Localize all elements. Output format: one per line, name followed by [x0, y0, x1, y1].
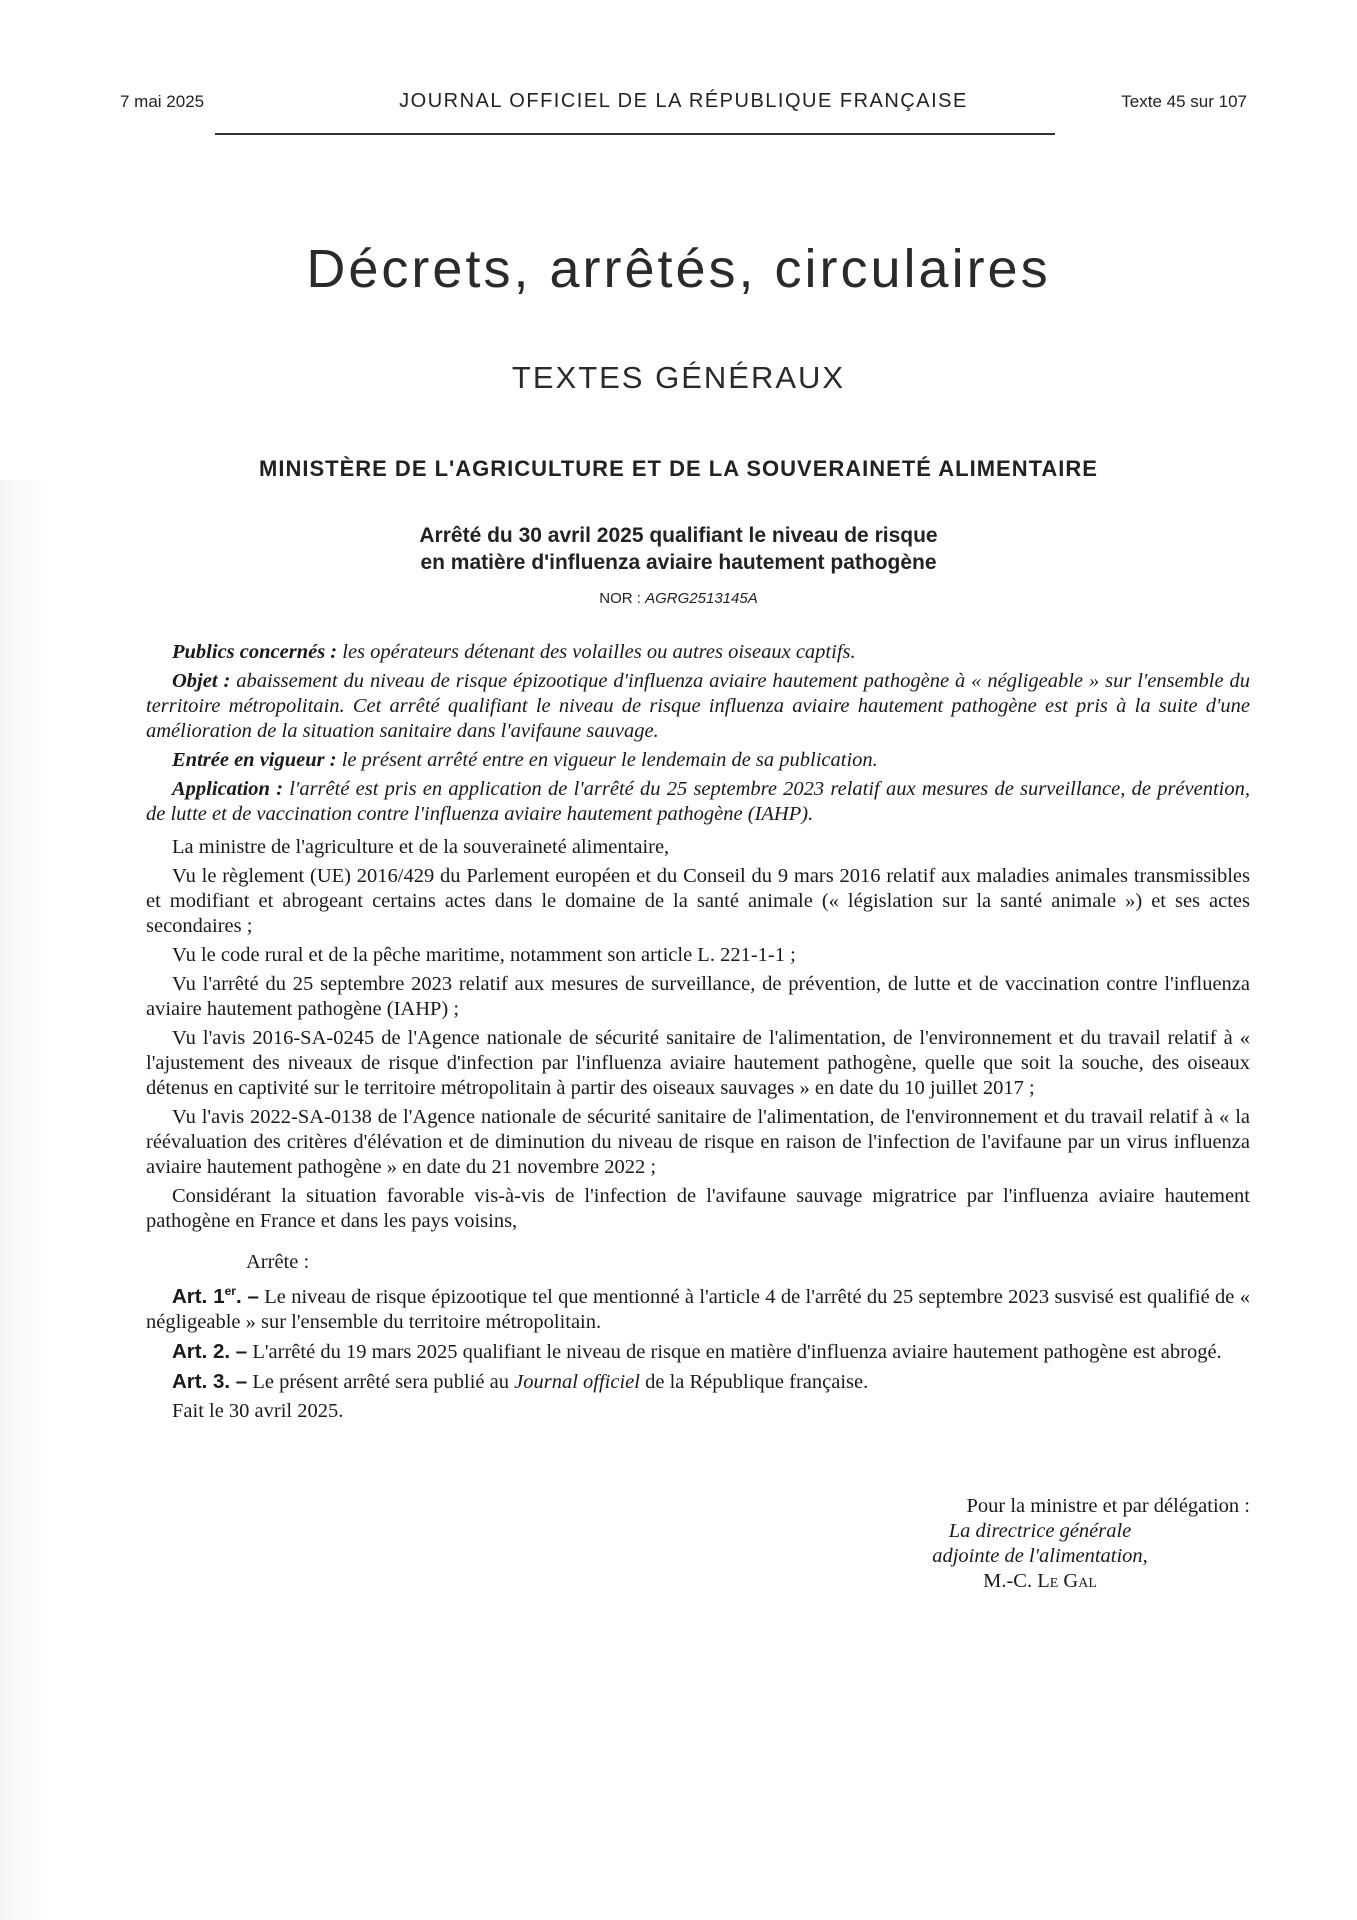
- issue-date: 7 mai 2025: [120, 92, 205, 111]
- decree-title-line-1: Arrêté du 30 avril 2025 qualifiant le niveau de risque: [419, 524, 938, 547]
- decree-body: [146, 640, 1250, 1428]
- visa-paragraph: Vu le règlement (UE) 2016/429 du Parlement européen et du Conseil du 9 mars 2016 relatif aux maladies animales transmissibles et modifiant et abrogeant certains actes dans le domaine de la santé animale (« législation sur la santé animale ») et ses actes secondaires ;: [146, 865, 1250, 937]
- header-divider: [215, 133, 1055, 135]
- visa-paragraph: Vu l'avis 2016-SA-0245 de l'Agence nationale de sécurité sanitaire de l'alimentation, de l'environnement et du travail relatif à « l'ajustement des niveaux de risque d'infection par l'influenza aviaire hautement pathogène, quelle que soit la souche, des oiseaux détenus en captivité sur le territoire métropolitain à partir des oiseaux sauvages » en date du 10 juillet 2017 ;: [146, 1027, 1250, 1099]
- summary-publics-text: les opérateurs détenant des volailles ou autres oiseaux captifs.: [337, 641, 856, 663]
- summary-entree: [146, 748, 1250, 773]
- summary-objet-label: Objet :: [172, 670, 231, 692]
- article-3-journal-officiel: Journal officiel: [514, 1370, 640, 1393]
- visas-block: [146, 835, 1250, 1234]
- decree-title: [0, 522, 1357, 576]
- section-title: TEXTES GÉNÉRAUX: [511, 360, 846, 395]
- signature-role-line-2: adjointe de l'alimentation,: [932, 1545, 1148, 1567]
- summary-objet: [146, 669, 1250, 744]
- visa-paragraph: La ministre de l'agriculture et de la souveraineté alimentaire,: [172, 836, 670, 858]
- visa-paragraph: Vu le code rural et de la pêche maritime, notamment son article L. 221-1-1 ;: [172, 944, 796, 966]
- article-2-label: Art. 2. –: [172, 1339, 248, 1363]
- summary-entree-text: le présent arrêté entre en vigueur le lendemain de sa publication.: [336, 749, 878, 771]
- decree-title-line-2: en matière d'influenza aviaire hautement pathogène: [420, 551, 937, 574]
- summary-publics: [146, 640, 1250, 665]
- page-title: Décrets, arrêtés, circulaires: [306, 239, 1051, 299]
- summary-application: [146, 777, 1250, 827]
- summary-block: [146, 640, 1250, 827]
- signature-delegation: Pour la ministre et par délégation :: [966, 1495, 1250, 1517]
- enacting-formula: Arrête :: [246, 1251, 310, 1273]
- nor-code: AGRG2513145A: [645, 590, 758, 607]
- visa-paragraph: Vu l'arrêté du 25 septembre 2023 relatif aux mesures de surveillance, de prévention, de lutte et de vaccination contre l'influenza aviaire hautement pathogène (IAHP) ;: [146, 973, 1250, 1020]
- summary-entree-label: Entrée en vigueur :: [172, 749, 337, 771]
- signing-date: Fait le 30 avril 2025.: [172, 1399, 344, 1422]
- article-3: [146, 1369, 1250, 1395]
- article-1-text: Le niveau de risque épizootique tel que mentionné à l'article 4 de l'arrêté du 25 septembre 2023 susvisé est qualifié de « négligeable » sur l'ensemble du territoire métropolitain.: [146, 1285, 1250, 1333]
- article-1-sup: er: [224, 1284, 236, 1298]
- text-number: Texte 45 sur 107: [1121, 92, 1247, 111]
- summary-application-label: Application :: [172, 778, 284, 800]
- summary-application-text: l'arrêté est pris en application de l'arrêté du 25 septembre 2023 relatif aux mesures de surveillance, de prévention, de lutte et de vaccination contre l'influenza aviaire hautement pathogène (IAHP).: [146, 778, 1250, 825]
- nor-reference: [0, 590, 1357, 607]
- visa-paragraph: Vu l'avis 2022-SA-0138 de l'Agence nationale de sécurité sanitaire de l'alimentation, de l'environnement et du travail relatif à « la réévaluation des critères d'élévation et de diminution du niveau de risque en raison de l'infection de l'avifaune par un virus influenza aviaire hautement pathogène » en date du 21 novembre 2022 ;: [146, 1106, 1250, 1178]
- journal-name: JOURNAL OFFICIEL DE LA RÉPUBLIQUE FRANÇAISE: [399, 90, 968, 112]
- scan-edge-shadow: [0, 480, 48, 1920]
- signature-role-line-1: La directrice générale: [948, 1520, 1132, 1542]
- journal-header: [120, 92, 1247, 116]
- article-2: [146, 1339, 1250, 1365]
- nor-label: NOR :: [599, 590, 646, 607]
- signatory-name: M.-C. Le Gal: [983, 1570, 1097, 1592]
- summary-objet-text: abaissement du niveau de risque épizootique d'influenza aviaire hautement pathogène à « négligeable » sur l'ensemble du territoire métropolitain. Cet arrêté qualifiant le niveau de risque influenza aviaire hautement pathogène est pris à la suite d'une amélioration de la situation sanitaire dans l'avifaune sauvage.: [146, 670, 1251, 742]
- article-2-text: L'arrêté du 19 mars 2025 qualifiant le niveau de risque en matière d'influenza aviaire hautement pathogène est abrogé.: [247, 1340, 1222, 1363]
- article-1-dot: . –: [235, 1284, 259, 1308]
- signature-block: [830, 1494, 1250, 1594]
- ministry-heading: MINISTÈRE DE L'AGRICULTURE ET DE LA SOUVERAINETÉ ALIMENTAIRE: [259, 456, 1098, 481]
- article-1: [146, 1279, 1250, 1335]
- article-3-label: Art. 3. –: [172, 1369, 248, 1393]
- article-1-label: Art. 1: [172, 1284, 225, 1308]
- article-3-text-pre: Le présent arrêté sera publié au: [247, 1370, 515, 1393]
- visa-paragraph: Considérant la situation favorable vis-à-vis de l'infection de l'avifaune sauvage migratrice par l'influenza aviaire hautement pathogène en France et dans les pays voisins,: [146, 1185, 1250, 1232]
- article-3-text-post: de la République française.: [639, 1370, 869, 1393]
- summary-publics-label: Publics concernés :: [172, 641, 338, 663]
